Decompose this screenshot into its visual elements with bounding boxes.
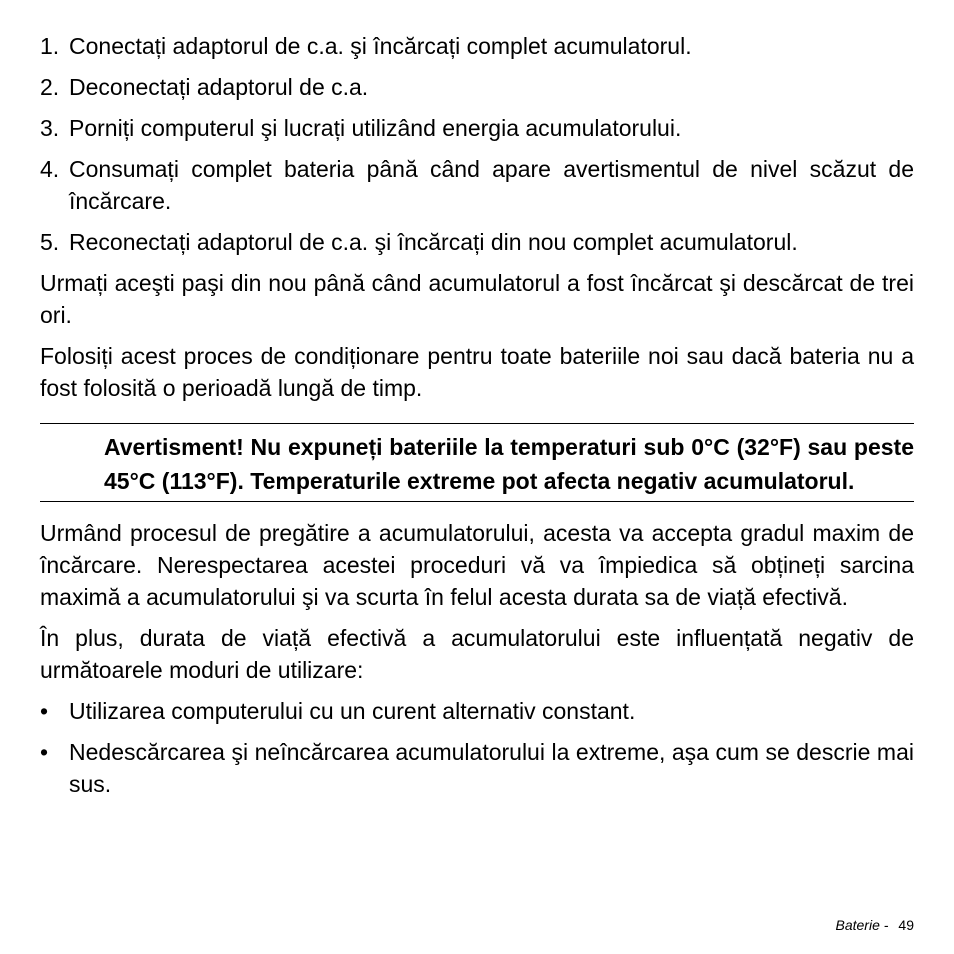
footer-section: Baterie -	[835, 917, 889, 933]
step-item	[40, 153, 914, 217]
paragraph: În plus, durata de viață efectivă a acumulatorului este influențată negativ de următoarele moduri de utilizare:	[40, 625, 914, 683]
bullet-icon: •	[40, 739, 49, 765]
warning-box: Avertisment! Nu expuneți bateriile la temperaturi sub 0°C (32°F) sau peste 45°C (113°F). Temperaturile extreme pot afecta negativ acumulatorul.	[40, 423, 914, 502]
document-page	[40, 30, 914, 809]
step-number: 2.	[40, 74, 60, 100]
bullet-item	[40, 736, 914, 800]
bullet-text: Nedescărcarea şi neîncărcarea acumulatorului la extreme, aşa cum se descrie mai sus.	[69, 739, 914, 797]
bullet-text: Utilizarea computerului cu un curent alternativ constant.	[69, 698, 636, 724]
paragraph: Urmând procesul de pregătire a acumulatorului, acesta va accepta gradul maxim de încărcare. Nerespectarea acestei proceduri vă va împiedica să obțineți sarcina maximă a acumulatorului şi va scurta în felul acesta durata sa de viață efectivă.	[40, 520, 914, 610]
page-footer	[836, 917, 915, 933]
step-item	[40, 71, 914, 103]
paragraph: Folosiți acest proces de condiționare pentru toate bateriile noi sau dacă bateria nu a fost folosită o perioadă lungă de timp.	[40, 343, 914, 401]
step-text: Conectați adaptorul de c.a. şi încărcați complet acumulatorul.	[69, 33, 692, 59]
page-number: 49	[898, 917, 914, 933]
step-number: 5.	[40, 229, 60, 255]
step-text: Consumați complet bateria până când apare avertismentul de nivel scăzut de încărcare.	[69, 156, 914, 214]
step-text: Deconectați adaptorul de c.a.	[69, 74, 369, 100]
step-item	[40, 112, 914, 144]
bullet-icon: •	[40, 698, 49, 724]
step-item	[40, 226, 914, 258]
step-item	[40, 30, 914, 62]
steps-list	[40, 30, 914, 258]
step-number: 3.	[40, 115, 60, 141]
paragraph: Urmați aceşti paşi din nou până când acumulatorul a fost încărcat şi descărcat de trei ori.	[40, 270, 914, 328]
bullet-item	[40, 695, 914, 727]
step-number: 1.	[40, 33, 60, 59]
step-number: 4.	[40, 156, 60, 182]
step-text: Porniți computerul şi lucrați utilizând energia acumulatorului.	[69, 115, 682, 141]
bullet-list	[40, 695, 914, 800]
step-text: Reconectați adaptorul de c.a. şi încărcați din nou complet acumulatorul.	[69, 229, 798, 255]
